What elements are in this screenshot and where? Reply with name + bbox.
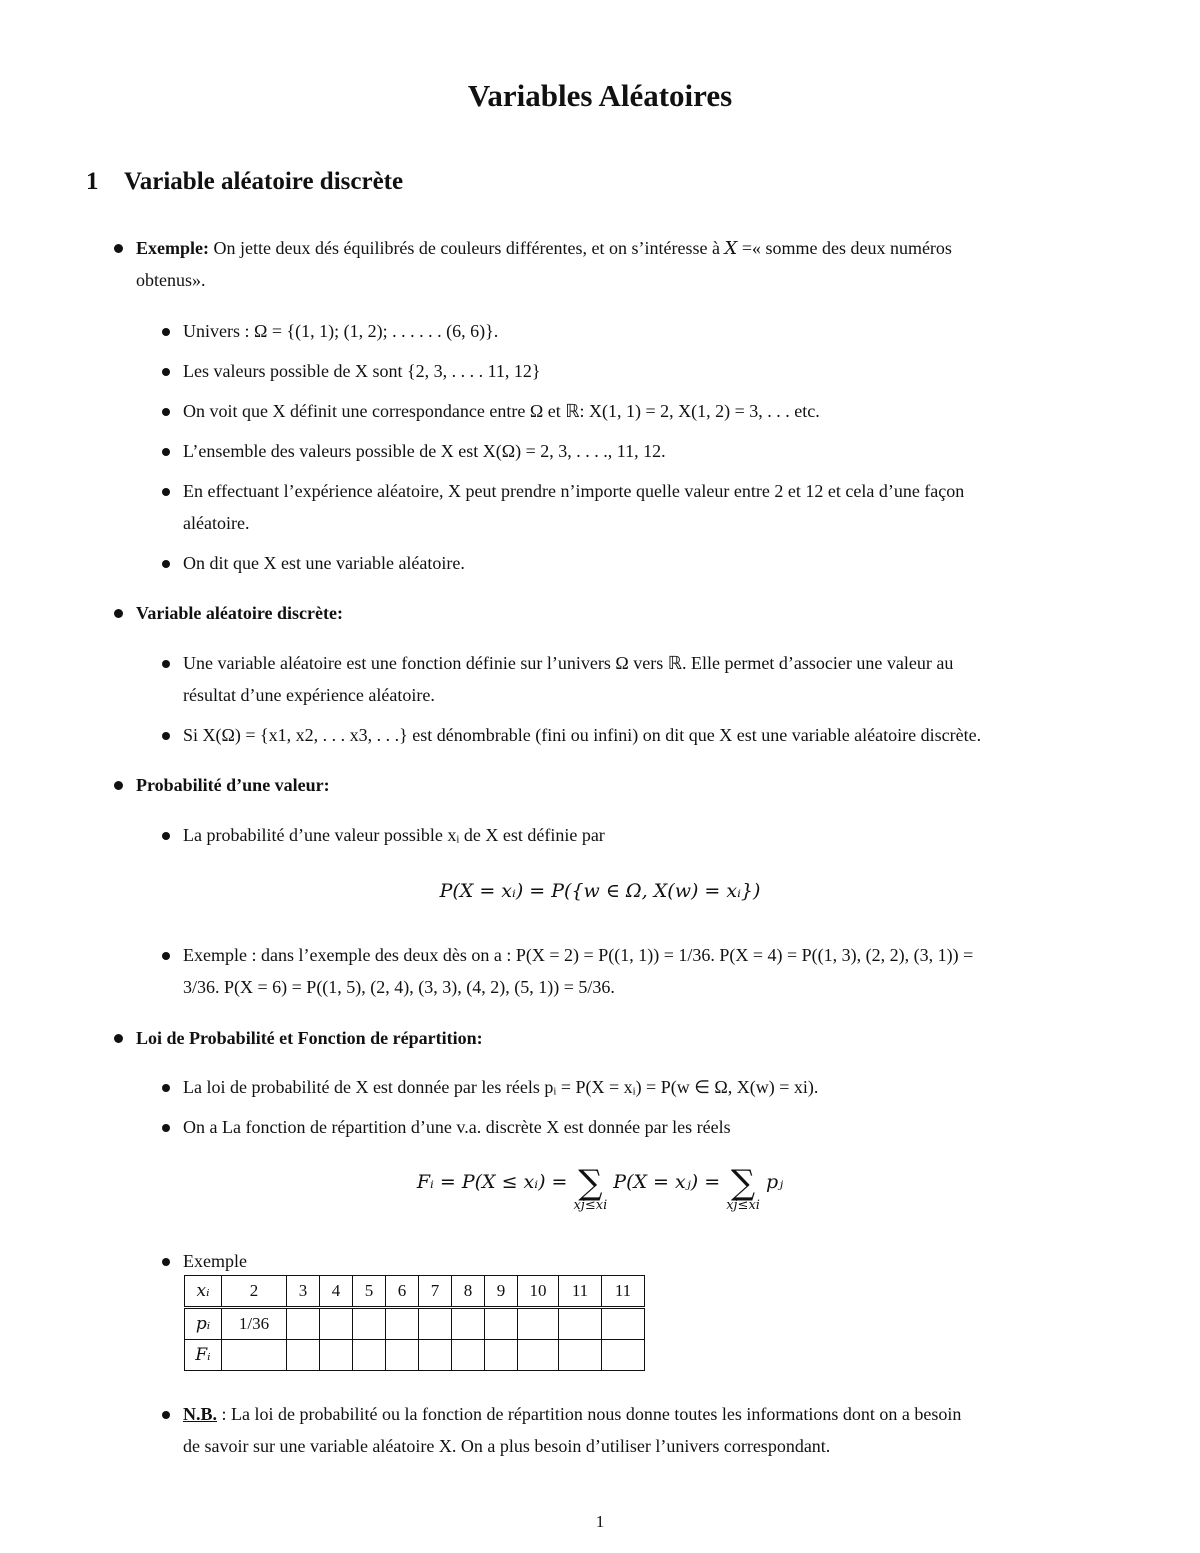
exemple-line-2: obtenus». [136,270,206,290]
exemple-line-1 [136,233,952,264]
bullet-icon [162,328,170,336]
sum-symbol [573,1163,608,1214]
sigma-glyph: ∑ [730,1163,756,1203]
table-row-header: xᵢ [185,1276,222,1308]
bullet-icon [162,660,170,668]
table-cell [353,1308,386,1340]
proba-label: Probabilité d’une valeur: [136,775,330,795]
table-cell [559,1308,602,1340]
list-item: La probabilité d’une valeur possible xᵢ de X est définie par [183,825,605,845]
distribution-table [184,1275,645,1371]
table-cell: 3 [287,1276,320,1308]
nb-line-1 [183,1399,961,1430]
list-item: La loi de probabilité de X est donnée par les réels pᵢ = P(X = xᵢ) = P(w ∈ Ω, X(w) = xi). [183,1077,819,1097]
table-cell: 7 [419,1276,452,1308]
section-heading [86,168,403,196]
exemple-text: On jette deux dés équilibrés de couleurs différentes, et on s’intéresse à [208,238,725,258]
table-cell [419,1340,452,1371]
bullet-icon [162,832,170,840]
table-cell [386,1340,419,1371]
probability-equation: P(X = xᵢ) = P({w ∈ Ω, X(w) = xᵢ}) [439,880,761,902]
table-row [185,1308,645,1340]
table-cell [452,1340,485,1371]
list-item: On a La fonction de répartition d’une v.a. discrète X est donnée par les réels [183,1117,731,1137]
list-item-continuation: 3/36. P(X = 6) = P((1, 5), (2, 4), (3, 3), (4, 2), (5, 1)) = 5/36. [183,977,615,997]
table-cell: 8 [452,1276,485,1308]
document-title: Variables Aléatoires [467,78,733,113]
table-cell: 6 [386,1276,419,1308]
table-cell: 9 [485,1276,518,1308]
bullet-icon [162,368,170,376]
bullet-icon [162,1258,170,1266]
table-cell: 1/36 [222,1308,287,1340]
table-cell [222,1340,287,1371]
table-row-header: Fᵢ [185,1340,222,1371]
table-row-header: pᵢ [185,1308,222,1340]
bullet-icon [162,1084,170,1092]
table-row [185,1340,645,1371]
table-cell [485,1308,518,1340]
bullet-icon [114,1034,123,1043]
table-cell [485,1340,518,1371]
table-cell [602,1340,645,1371]
list-item: L’ensemble des valeurs possible de X est X(Ω) = 2, 3, . . . ., 11, 12. [183,441,666,461]
table-cell [320,1308,353,1340]
list-item: Si X(Ω) = {x1, x2, . . . x3, . . .} est dénombrable (fini ou infini) on dit que X est une variable aléatoire discrète. [183,725,982,745]
sigma-glyph: ∑ [578,1163,603,1203]
bullet-icon [162,560,170,568]
table-cell: 2 [222,1276,287,1308]
page-number: 1 [595,1512,605,1531]
eq-right: pⱼ [765,1171,784,1193]
nb-line-2: de savoir sur une variable aléatoire X. On a plus besoin d’utiliser l’univers correspondant. [183,1436,831,1456]
bullet-icon [162,732,170,740]
sum-symbol [726,1163,760,1214]
list-item: Les valeurs possible de X sont {2, 3, . . . . 11, 12} [183,361,541,381]
table-row [185,1276,645,1308]
table-cell [386,1308,419,1340]
bullet-icon [162,408,170,416]
list-item: Univers : Ω = {(1, 1); (1, 2); . . . . . . (6, 6)}. [183,321,499,341]
bullet-icon [114,609,123,618]
list-item-continuation: aléatoire. [183,513,250,533]
table-cell: 5 [353,1276,386,1308]
list-item: Une variable aléatoire est une fonction définie sur l’univers Ω vers ℝ. Elle permet d’associer une valeur au [183,653,954,673]
table-cell [452,1308,485,1340]
table-cell [518,1308,559,1340]
table-cell [559,1340,602,1371]
repartition-equation [0,1160,1200,1213]
section-title: Variable aléatoire discrète [124,168,404,195]
bullet-icon [162,448,170,456]
table-cell [287,1308,320,1340]
table-cell: 11 [602,1276,645,1308]
table-cell [518,1340,559,1371]
table-cell [419,1308,452,1340]
eq-left: Fᵢ = P(X ≤ xᵢ) = [416,1171,568,1193]
bullet-icon [162,1124,170,1132]
math-x: X [724,238,738,259]
list-item-continuation: résultat d’une expérience aléatoire. [183,685,435,705]
loi-label: Loi de Probabilité et Fonction de répartition: [136,1028,483,1048]
list-item: Exemple : dans l’exemple des deux dès on a : P(X = 2) = P((1, 1)) = 1/36. P(X = 4) = P((1, 3), (2, 2), (3, 1)) = [183,945,974,965]
sum-subscript: xj≤xi [573,1198,608,1213]
bullet-icon [162,1411,170,1419]
nb-text: : La loi de probabilité ou la fonction de répartition nous donne toutes les informations dont on a besoin [217,1404,962,1424]
table-cell: 4 [320,1276,353,1308]
table-cell [353,1340,386,1371]
bullet-icon [162,488,170,496]
list-item: On dit que X est une variable aléatoire. [183,553,465,573]
exemple-text-2: =« somme des deux numéros [737,238,952,258]
table-cell [320,1340,353,1371]
sum-subscript: xj≤xi [726,1198,760,1213]
bullet-icon [114,244,123,253]
list-item: On voit que X définit une correspondance entre Ω et ℝ: X(1, 1) = 2, X(1, 2) = 3, . . . etc. [183,401,820,421]
nb-label: N.B. [183,1404,218,1424]
exemple-label: Exemple: [136,238,209,258]
table-cell [287,1340,320,1371]
section-number: 1 [86,168,99,195]
table-cell: 10 [518,1276,559,1308]
list-item: En effectuant l’expérience aléatoire, X peut prendre n’importe quelle valeur entre 2 et 12 et cela d’une façon [183,481,965,501]
vad-label: Variable aléatoire discrète: [136,603,343,623]
eq-mid: P(X = xⱼ) = [613,1171,721,1193]
bullet-icon [114,781,123,790]
exemple-table-label: Exemple [183,1251,247,1271]
bullet-icon [162,952,170,960]
table-cell: 11 [559,1276,602,1308]
table-cell [602,1308,645,1340]
